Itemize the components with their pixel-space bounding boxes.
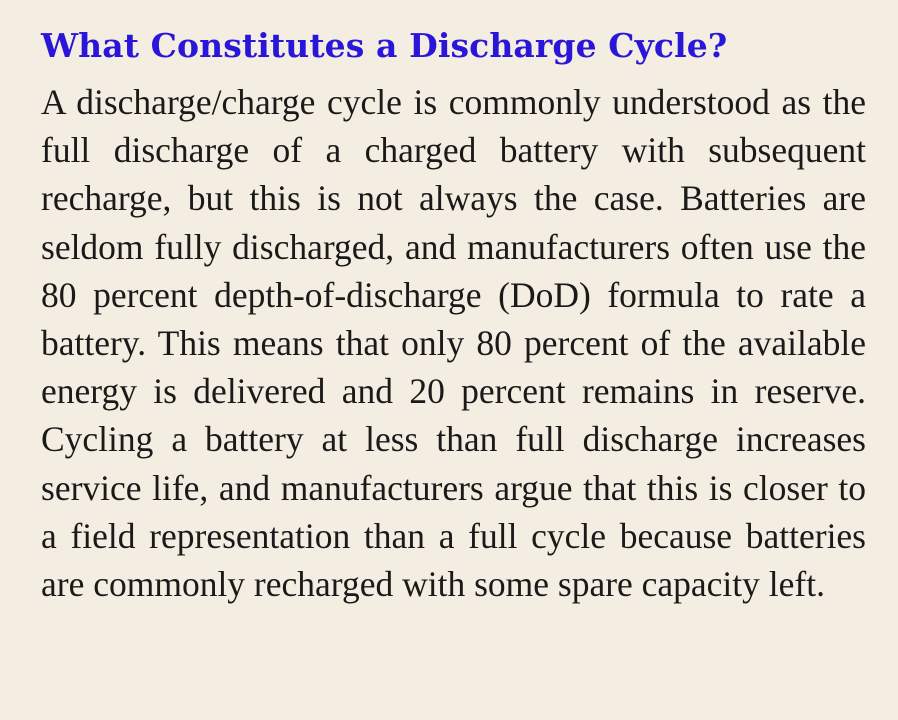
article-title: What Constitutes a Discharge Cycle? — [41, 26, 728, 65]
article-body: A discharge/charge cycle is commonly understood as the full discharge of a charged battery with subsequent recharge, but this is not always the case. Batteries are seldom fully discharged, and manufacturers often use the 80 percent depth-of-discharge (DoD) formula to rate a battery. This means that only 80 percent of the available energy is delivered and 20 percent remains in reserve. Cycling a battery at less than full discharge increases service life, and manufacturers argue that this is closer to a field representation than a full cycle because batteries are commonly recharged with some spare capacity left. — [41, 82, 866, 605]
